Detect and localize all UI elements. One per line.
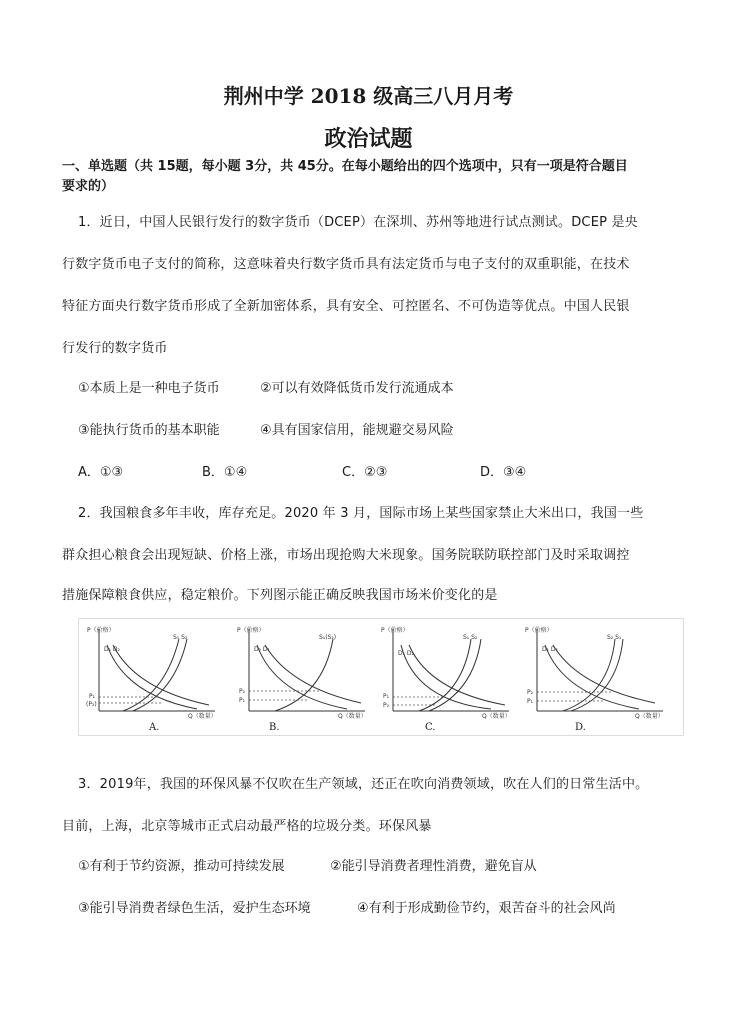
q3-statement-4: ④有利于形成勤俭节约，艰苦奋斗的社会风尚 <box>357 901 616 916</box>
q1-statement-1: ①本质上是一种电子货币 <box>78 381 220 396</box>
graph-a-p2: (P₂) <box>86 701 97 708</box>
q1-line-4: 行发行的数字货币 <box>62 341 168 356</box>
graph-b-demand-2 <box>265 645 361 703</box>
graph-a-d-labels: D₁ D₂ <box>104 646 120 653</box>
graph-a-y-label: P（价格） <box>87 627 115 634</box>
graph-c-x-label: Q（数量） <box>482 713 511 720</box>
q3-statement-1: ①有利于节约资源，推动可持续发展 <box>78 859 285 874</box>
graph-a-label: A. <box>149 722 160 733</box>
graph-a-demand-2 <box>113 645 209 705</box>
graph-b <box>235 623 375 721</box>
q1-choice-d: D．③④ <box>480 465 527 480</box>
graph-c-d-labels: D₁ D₂ <box>398 650 414 657</box>
q1-line-2: 行数字货币电子支付的简称，这意味着央行数字货币具有法定货币与电子支付的双重职能，在技术 <box>62 257 630 272</box>
section-heading-line-1: 一、单选题（共 15题，每小题 3分，共 45分。在每小题给出的四个选项中，只有一项是符合题目 <box>62 159 628 174</box>
q1-line-1: 1．近日，中国人民银行发行的数字货币（DCEP）在深圳、苏州等地进行试点测试。DCEP 是央 <box>78 215 638 230</box>
graph-a-supply-2 <box>133 639 187 711</box>
q1-choice-c: C．②③ <box>342 465 388 480</box>
graph-d-s-labels: S₂ S₁ <box>607 634 622 641</box>
q3-statement-2: ②能引导消费者理性消费，避免盲从 <box>330 859 537 874</box>
graph-c-s-labels: S₁ S₂ <box>463 634 478 641</box>
graph-b-y-label: P（价格） <box>237 627 265 634</box>
q1-statement-3: ③能执行货币的基本职能 <box>78 423 220 438</box>
graph-b-p2: P₂ <box>239 688 246 695</box>
q2-line-1: 2．我国粮食多年丰收，库存充足。2020 年 3 月，国际市场上某些国家禁止大米出口，我国一些 <box>78 506 644 521</box>
q2-line-2: 群众担心粮食会出现短缺、价格上涨，市场出现抢购大米现象。国务院联防联控部门及时采取调控 <box>62 548 630 563</box>
q1-choice-a: A．①③ <box>78 465 124 480</box>
graph-d-demand-2 <box>553 645 655 703</box>
graph-c-demand-2 <box>409 645 505 705</box>
graph-d-x-label: Q（数量） <box>635 713 664 720</box>
graph-c <box>379 623 519 721</box>
graph-c-p1: P₁ <box>383 693 390 700</box>
graph-d-p2: P₂ <box>527 689 534 696</box>
graph-c-p2: P₂ <box>383 702 390 709</box>
graph-a <box>85 623 225 721</box>
graph-d <box>523 623 673 721</box>
q1-choice-b: B．①④ <box>202 465 248 480</box>
exam-title: 荆州中学 2018 级高三八月月考 <box>223 84 514 108</box>
graph-d-y-label: P（价格） <box>525 627 553 634</box>
exam-subtitle: 政治试题 <box>324 126 413 152</box>
q1-statement-4: ④具有国家信用，能规避交易风险 <box>260 423 454 438</box>
graph-b-x-label: Q（数量） <box>338 713 367 720</box>
graph-b-demand-1 <box>257 645 347 709</box>
graph-c-supply-1 <box>419 639 471 711</box>
graph-b-d-labels: D₂ D₁ <box>254 646 270 653</box>
q1-line-3: 特征方面央行数字货币形成了全新加密体系，具有安全、可控匿名、不可伪造等优点。中国人民银 <box>62 299 630 314</box>
graph-c-y-label: P（价格） <box>381 627 409 634</box>
graph-a-x-label: Q（数量） <box>188 713 217 720</box>
graph-a-s-labels: S₁ S₂ <box>173 634 188 641</box>
graph-a-p1: P₁ <box>89 693 96 700</box>
graph-b-p1: P₁ <box>239 697 246 704</box>
graph-d-p1: P₁ <box>527 698 534 705</box>
graph-b-s-labels: S₁(S₂) <box>319 634 337 641</box>
q3-statement-3: ③能引导消费者绿色生活，爱护生态环境 <box>78 901 311 916</box>
q3-line-1: 3．2019年，我国的环保风暴不仅吹在生产领域，还正在吹向消费领域，吹在人们的日常生活中。 <box>78 777 649 792</box>
graph-d-label: D. <box>575 722 586 733</box>
graph-b-supply <box>275 639 333 711</box>
q2-figure <box>78 618 684 736</box>
q1-statement-2: ②可以有效降低货币发行流通成本 <box>260 381 454 396</box>
graph-d-supply-2 <box>571 639 623 711</box>
q2-line-3: 措施保障粮食供应，稳定粮价。下列图示能正确反映我国市场米价变化的是 <box>62 588 498 603</box>
graph-d-d-labels: D₁ D₂ <box>542 646 558 653</box>
q3-line-2: 目前，上海，北京等城市正式启动最严格的垃圾分类。环保风暴 <box>62 819 432 834</box>
graph-c-label: C. <box>425 722 436 733</box>
graph-c-supply-2 <box>429 639 481 711</box>
section-heading-line-2: 要求的） <box>62 179 115 194</box>
graph-b-label: B. <box>269 722 280 733</box>
